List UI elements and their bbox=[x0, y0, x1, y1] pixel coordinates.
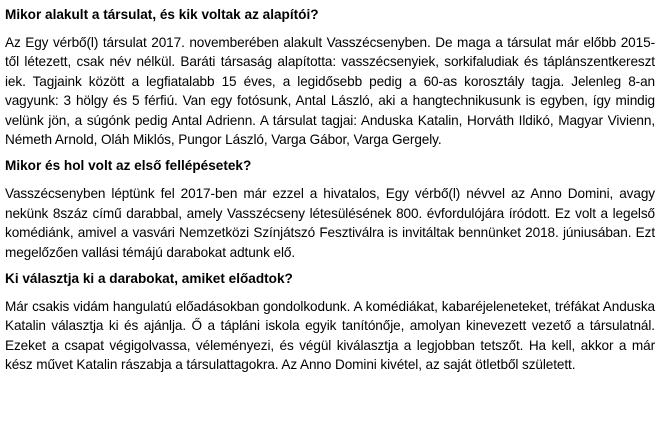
question-heading: Mikor és hol volt az első fellépésetek? bbox=[5, 158, 252, 174]
answer-paragraph: Az Egy vérbő(l) társulat 2017. novemberében alakult Vasszécsenyben. De maga a társulat már előbb 2015-től létezett, csak név nélkül. Baráti társaság alapította: vasszécsenyiek, sorkifaludiak és táplánszentkereszt iek. Tagjaink között a legfiatalabb 15 éves, a legidősebb pedig a 60-as korosztály tagja. Jelenleg 8-an vagyunk: 3 hölgy és 5 férfiú. Van egy fotósunk, Antal László, aki a hangtechnikusunk is egyben, így mindig velünk jön, a súgónk pedig Antal Adrienn. A társulat tagjai: Anduska Katalin, Horváth Ildikó, Magyar Vivienn, Németh Arnold, Oláh Miklós, Pungor László, Varga Gábor, Varga Gergely. bbox=[5, 35, 655, 148]
section-first-performance bbox=[5, 157, 655, 262]
question-heading: Ki választja ki a darabokat, amiket előadtok? bbox=[5, 271, 293, 287]
question-heading: Mikor alakult a társulat, és kik voltak az alapítói? bbox=[5, 7, 319, 22]
answer-paragraph: Vasszécsenyben léptünk fel 2017-ben már ezzel a hivatalos, Egy vérbő(l) névvel az Anno Domini, avagy nekünk 8száz című darabbal, amely Vasszécseny létesülésének 800. évfordulójára íródott. Ez volt a legelső komédiánk, amivel a vasvári Nemzetközi Színjátszó Fesztiválra is invitáltak bennünket 2018. júniusában. Ezt megelőzően vallási témájú darabokat adtunk elő. bbox=[5, 186, 655, 260]
section-founding bbox=[5, 6, 655, 149]
section-play-selection bbox=[5, 270, 655, 375]
answer-paragraph: Már csakis vidám hangulatú előadásokban gondolkodunk. A komédiákat, kabaréjeleneteket, tréfákat Anduska Katalin választja ki és ajánlja. Ő a tápláni iskola egyik tanítónője, amolyan kinevezett vezető a társulatnál. Ezeket a csapat végigolvassa, véleményezi, és végül kiválasztja a legjobban tetszőt. Ha kell, akkor a már kész művet Katalin rászabja a társulattagokra. Az Anno Domini kivétel, az saját ötletből született. bbox=[5, 299, 655, 373]
